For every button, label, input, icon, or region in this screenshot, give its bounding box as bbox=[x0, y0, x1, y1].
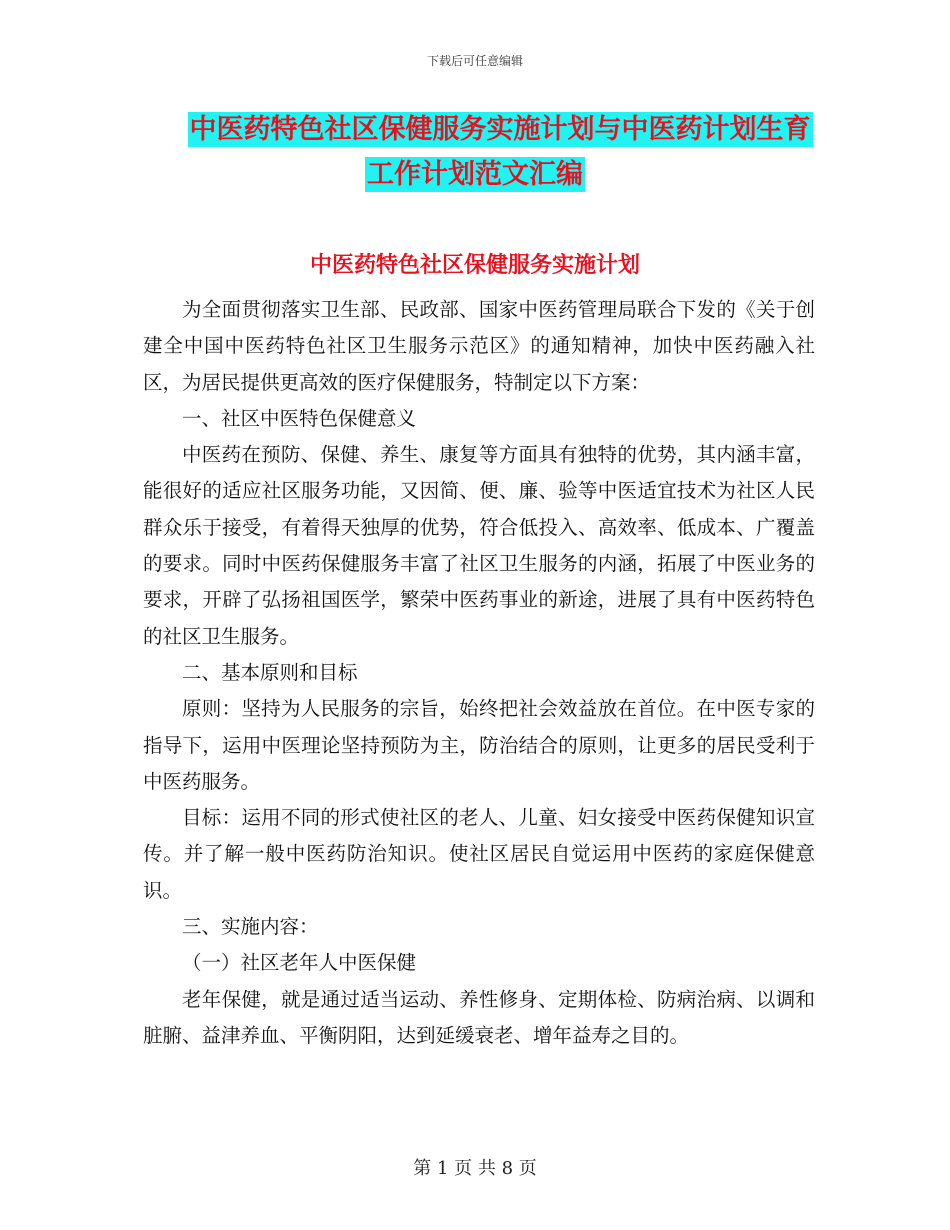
section-title: 中医药特色社区保健服务实施计划 bbox=[309, 252, 640, 278]
paragraph-intro: 为全面贯彻落实卫生部、民政部、国家中医药管理局联合下发的《关于创建全中国中医药特色社区卫生服务示范区》的通知精神，加快中医药融入社区，为居民提供更高效的医疗保健服务，特制定以下方案： bbox=[143, 298, 815, 394]
heading-elderly-care: （一）社区老年人中医保健 bbox=[182, 951, 417, 975]
page-footer: 第 1 页 共 8 页 bbox=[413, 1158, 537, 1179]
heading-significance: 一、社区中医特色保健意义 bbox=[182, 406, 417, 430]
document-title-line-1 bbox=[25, 110, 950, 150]
document-body bbox=[143, 292, 815, 1054]
heading-implementation: 三、实施内容： bbox=[182, 915, 319, 939]
paragraph-principle: 原则：坚持为人民服务的宗旨，始终把社会效益放在首位。在中医专家的指导下，运用中医理论坚持预防为主，防治结合的原则，让更多的居民受利于中医药服务。 bbox=[143, 697, 815, 793]
title-highlight-2: 工作计划范文汇编 bbox=[367, 159, 583, 190]
title-highlight-1: 中医药特色社区保健服务实施计划与中医药计划生育 bbox=[189, 114, 811, 145]
paragraph-significance: 中医药在预防、保健、养生、康复等方面具有独特的优势，其内涵丰富，能很好的适应社区服务功能，又因简、便、廉、验等中医适宜技术为社区人民群众乐于接受，有着得天独厚的优势，符合低投入、高效率、低成本、广覆盖的要求。同时中医药保健服务丰富了社区卫生服务的内涵，拓展了中医业务的要求，开辟了弘扬祖国医学，繁荣中医药事业的新途，进展了具有中医药特色的社区卫生服务。 bbox=[143, 443, 815, 648]
page-header: 下载后可任意编辑 bbox=[426, 54, 523, 68]
paragraph-elderly-care: 老年保健，就是通过适当运动、养性修身、定期体检、防病治病、以调和脏腑、益津养血、平衡阴阳，达到延缓衰老、增年益寿之目的。 bbox=[143, 987, 815, 1047]
document-title-line-2 bbox=[0, 155, 950, 195]
paragraph-goal: 目标：运用不同的形式使社区的老人、儿童、妇女接受中医药保健知识宣传。并了解一般中医药防治知识。使社区居民自觉运用中医药的家庭保健意识。 bbox=[143, 806, 815, 902]
heading-principles: 二、基本原则和目标 bbox=[182, 660, 358, 684]
